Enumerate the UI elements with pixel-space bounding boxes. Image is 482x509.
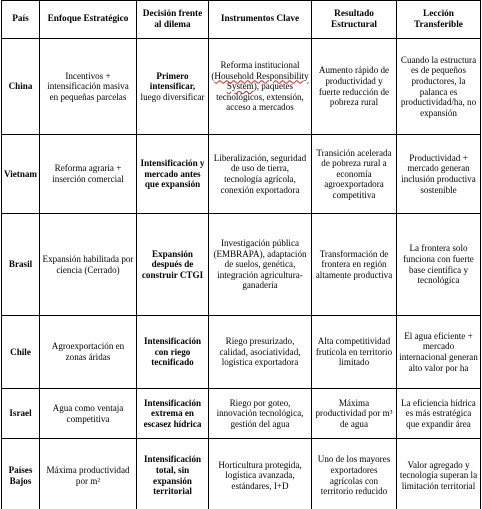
table-row [2, 389, 481, 439]
decision-bold-text: Primero intensificar, [149, 70, 196, 92]
instrumentos-cell: Horticultura protegida, logística avanzada, estándares, I+D [209, 439, 312, 509]
country-cell: Chile [2, 316, 40, 389]
instrumentos-cell: Investigación pública (EMBRAPA), adaptación de suelos, genética, integración agricultura-ganadería [209, 214, 312, 316]
table-row [2, 39, 481, 135]
instrumentos-text-b: ), paquetes tecnológicos, extensión, acceso a mercados [216, 81, 304, 113]
instrumentos-cell: Liberalización, seguridad de uso de tierra, tecnología agrícola, conexión exportadora [209, 135, 312, 214]
leccion-cell: Productividad + mercado generan inclusión productiva sostenible [397, 135, 481, 214]
leccion-cell: El agua eficiente + mercado internacional generan alto valor por ha [397, 316, 481, 389]
decision-cell: Intensificación y mercado antes que expansión [137, 135, 209, 214]
leccion-cell: Valor agregado y tecnología superan la limitación territorial [397, 439, 481, 509]
resultado-cell: Alta competitividad frutícola en territorio limitado [312, 316, 397, 389]
country-cell: China [2, 39, 40, 135]
decision-rest-text: luego diversificar [140, 91, 205, 102]
header-pais: País [2, 1, 40, 39]
decision-cell: Intensificación con riego tecnificado [137, 316, 209, 389]
instrumentos-cell: Riego por goteo, innovación tecnológica, gestión del agua [209, 389, 312, 439]
resultado-cell: Transición acelerada de pobreza rural a economía agroexportadora competitiva [312, 135, 397, 214]
country-cell: Brasil [2, 214, 40, 316]
country-cell: Países Bajos [2, 439, 40, 509]
header-leccion: Lección Transferible [397, 1, 481, 39]
enfoque-cell: Reforma agraria + inserción comercial [40, 135, 137, 214]
enfoque-cell: Incentivos + intensificación masiva en pequeñas parcelas [40, 39, 137, 135]
table-row [2, 214, 481, 316]
resultado-cell: Uno de los mayores exportadores agrícolas con territorio reducido [312, 439, 397, 509]
table-row [2, 439, 481, 509]
table-row [2, 316, 481, 389]
instrumentos-text-a: Reforma institucional ( [211, 60, 300, 81]
decision-cell: Intensificación extrema en escasez hídrica [137, 389, 209, 439]
instrumentos-cell [209, 39, 312, 135]
enfoque-cell: Expansión habilitada por ciencia (Cerrado) [40, 214, 137, 316]
leccion-cell: La eficiencia hídrica es más estratégica que expandir área [397, 389, 481, 439]
resultado-cell: Aumento rápido de productividad y fuerte reducción de pobreza rural [312, 39, 397, 135]
leccion-cell: La frontera solo funciona con fuerte base científica y tecnológica [397, 214, 481, 316]
decision-cell: Expansión después de construir CTGI [137, 214, 209, 316]
decision-cell: Intensificación total, sin expansión territorial [137, 439, 209, 509]
enfoque-cell: Agroexportación en zonas áridas [40, 316, 137, 389]
resultado-cell: Máxima productividad por m³ de agua [312, 389, 397, 439]
strategy-comparison-table [1, 0, 481, 509]
country-cell: Vietnam [2, 135, 40, 214]
header-resultado: Resultado Estructural [312, 1, 397, 39]
header-row [2, 1, 481, 39]
resultado-cell: Transformación de frontera en región altamente productiva [312, 214, 397, 316]
instrumentos-cell: Riego presurizado, calidad, asociatividad, logística exportadora [209, 316, 312, 389]
country-cell: Israel [2, 389, 40, 439]
decision-cell [137, 39, 209, 135]
enfoque-cell: Máxima productividad por m² [40, 439, 137, 509]
table-row [2, 135, 481, 214]
instrumentos-underlined-text: Household Responsibility System [214, 70, 309, 92]
header-enfoque: Enfoque Estratégico [40, 1, 137, 39]
leccion-cell: Cuando la estructura es de pequeños productores, la palanca es productividad/ha, no expansión [397, 39, 481, 135]
header-decision: Decisión frente al dilema [137, 1, 209, 39]
header-instrumentos: Instrumentos Clave [209, 1, 312, 39]
enfoque-cell: Agua como ventaja competitiva [40, 389, 137, 439]
